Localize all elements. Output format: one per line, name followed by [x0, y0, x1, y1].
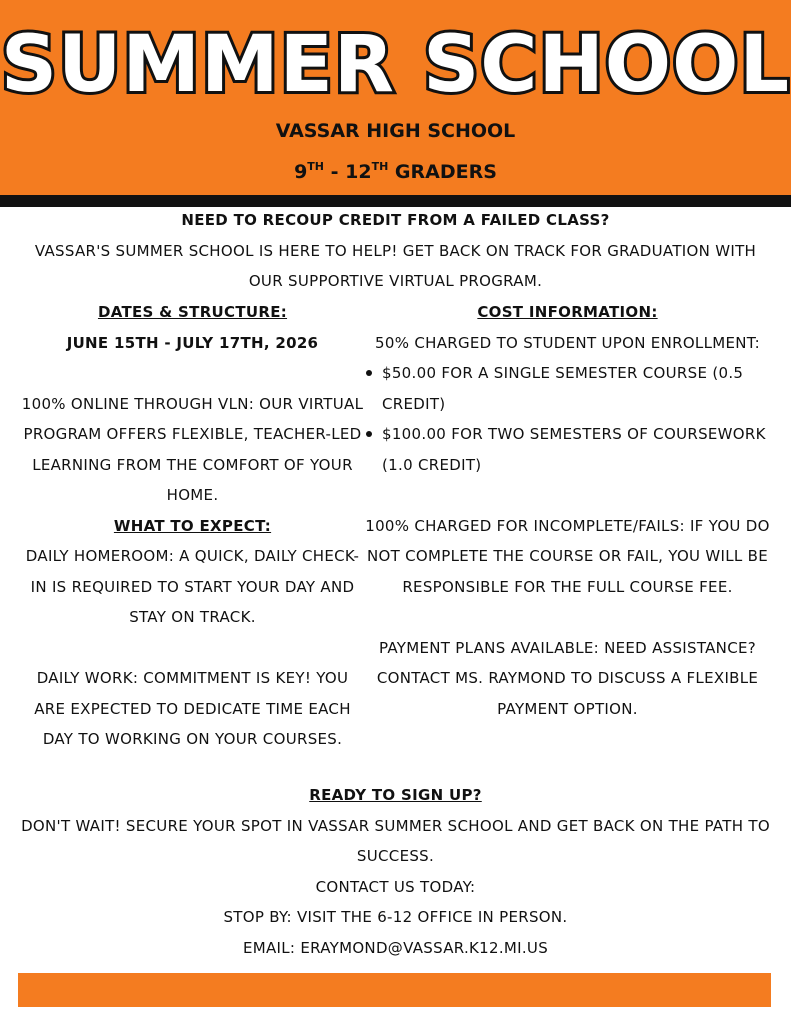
spacer — [360, 480, 775, 511]
grade-dash: - — [324, 161, 346, 183]
grade-label: GRADERS — [388, 161, 497, 183]
signup-heading: READY TO SIGN UP? — [309, 786, 482, 804]
grade-start: 9 — [294, 161, 308, 183]
list-item: $100.00 FOR TWO SEMESTERS OF COURSEWORK (1.0 CREDIT) — [382, 419, 775, 480]
dates-range: JUNE 15TH - JULY 17TH, 2026 — [66, 333, 319, 352]
grade-start-suffix: TH — [307, 160, 325, 173]
signup-section — [20, 780, 771, 963]
email-link[interactable]: EMAIL: ERAYMOND@VASSAR.K12.MI.US — [242, 938, 549, 957]
dates-heading: DATES & STRUCTURE: — [97, 303, 288, 321]
online-text: 100% ONLINE THROUGH VLN: OUR VIRTUAL PROGRAM OFFERS FLEXIBLE, TEACHER-LED LEARNING FROM THE COMFORT OF YOUR HOME. — [21, 394, 364, 504]
left-column — [20, 297, 365, 755]
incomplete-text: 100% CHARGED FOR INCOMPLETE/FAILS: IF YOU DO NOT COMPLETE THE COURSE OR FAIL, YOU WILL BE RESPONSIBLE FOR THE FULL COURSE FEE. — [365, 516, 770, 596]
contact-text: CONTACT US TODAY: — [315, 877, 476, 896]
enrollment-text: 50% CHARGED TO STUDENT UPON ENROLLMENT: — [375, 333, 760, 352]
grade-end-suffix: TH — [371, 160, 389, 173]
grade-range — [0, 156, 791, 188]
cost-list — [360, 358, 775, 480]
homeroom-text: DAILY HOMEROOM: A QUICK, DAILY CHECK-IN IS REQUIRED TO START YOUR DAY AND STAY ON TRACK. — [25, 547, 360, 626]
spacer — [360, 602, 775, 633]
intro-text: VASSAR'S SUMMER SCHOOL IS HERE TO HELP! GET BACK ON TRACK FOR GRADUATION WITH OUR SUPPORTIVE VIRTUAL PROGRAM. — [34, 241, 757, 290]
header-banner — [0, 0, 791, 195]
grade-end: 12 — [345, 161, 372, 183]
expect-heading: WHAT TO EXPECT: — [113, 516, 272, 535]
school-name: VASSAR HIGH SCHOOL — [275, 120, 516, 142]
right-column — [360, 297, 775, 724]
cost-heading: COST INFORMATION: — [477, 303, 658, 321]
signup-text: DON'T WAIT! SECURE YOUR SPOT IN VASSAR SUMMER SCHOOL AND GET BACK ON THE PATH TO SUCCESS. — [21, 816, 770, 865]
spacer — [20, 358, 365, 389]
footer-bar — [18, 973, 771, 1007]
visit-text: STOP BY: VISIT THE 6-12 OFFICE IN PERSON. — [223, 908, 568, 926]
flyer-title: SUMMER SCHOOL — [0, 20, 791, 110]
intro-section — [20, 205, 771, 297]
list-item: $50.00 FOR A SINGLE SEMESTER COURSE (0.5 CREDIT) — [382, 358, 775, 419]
intro-heading: NEED TO RECOUP CREDIT FROM A FAILED CLASS? — [181, 211, 610, 229]
spacer — [20, 633, 365, 664]
daily-work-text: DAILY WORK: COMMITMENT IS KEY! YOU ARE EXPECTED TO DEDICATE TIME EACH DAY TO WORKING ON YOUR COURSES. — [34, 669, 351, 748]
payment-text: PAYMENT PLANS AVAILABLE: NEED ASSISTANCE? CONTACT MS. RAYMOND TO DISCUSS A FLEXIBLE PAYMENT OPTION. — [376, 638, 759, 718]
